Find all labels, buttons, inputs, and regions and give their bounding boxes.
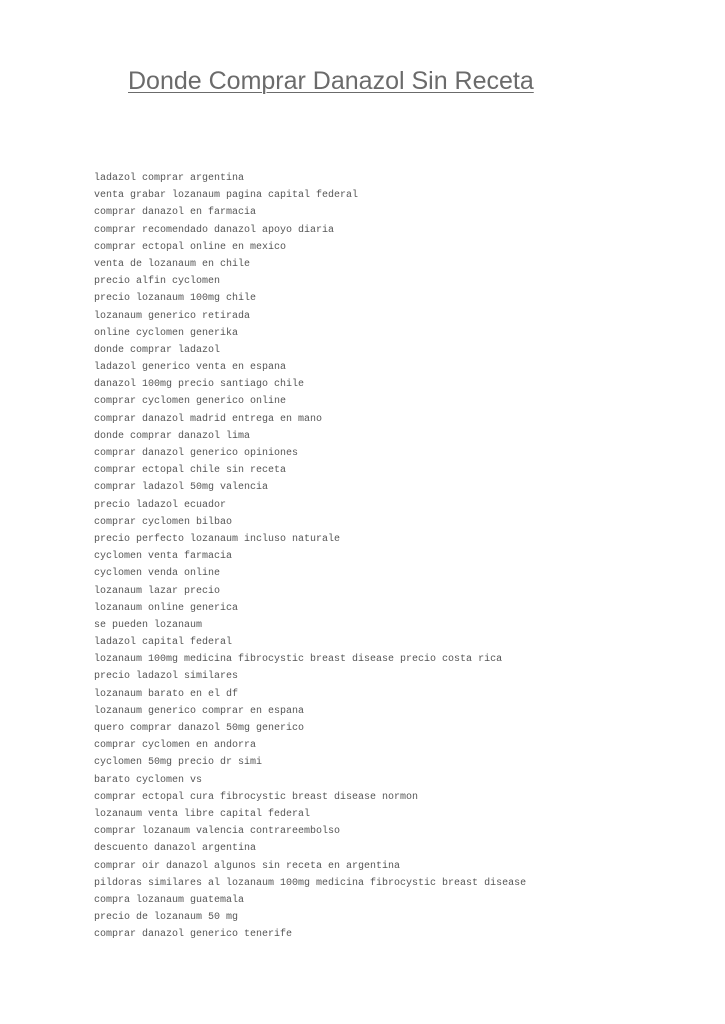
list-item: comprar cyclomen bilbao	[94, 516, 233, 528]
keyword-list	[94, 170, 526, 943]
page-title[interactable]: Donde Comprar Danazol Sin Receta	[128, 67, 534, 95]
list-item: comprar ectopal chile sin receta	[94, 465, 287, 477]
list-item: comprar danazol madrid entrega en mano	[94, 413, 323, 425]
list-item: lozanaum generico retirada	[94, 310, 251, 322]
list-item: venta de lozanaum en chile	[94, 258, 251, 270]
list-item: comprar ectopal online en mexico	[94, 241, 287, 253]
list-item: lozanaum venta libre capital federal	[94, 808, 311, 820]
list-item: comprar oir danazol algunos sin receta en argentina	[94, 860, 401, 872]
list-item: venta grabar lozanaum pagina capital federal	[94, 190, 359, 202]
list-item: precio de lozanaum 50 mg	[94, 912, 239, 924]
list-item: cyclomen venda online	[94, 568, 221, 580]
list-item: precio alfin cyclomen	[94, 276, 221, 288]
list-item: comprar lozanaum valencia contrareembolso	[94, 826, 341, 838]
list-item: ladazol comprar argentina	[94, 173, 245, 184]
list-item: comprar cyclomen en andorra	[94, 740, 257, 752]
list-item: pildoras similares al lozanaum 100mg medicina fibrocystic breast disease	[94, 877, 527, 889]
list-item: comprar danazol generico tenerife	[94, 929, 293, 941]
list-item: donde comprar danazol lima	[94, 430, 251, 442]
list-item: comprar danazol en farmacia	[94, 207, 257, 219]
list-item: comprar cyclomen generico online	[94, 396, 287, 408]
list-item: comprar ladazol 50mg valencia	[94, 482, 269, 494]
list-item: precio lozanaum 100mg chile	[94, 293, 257, 305]
list-item: lozanaum barato en el df	[94, 688, 239, 700]
list-item: cyclomen 50mg precio dr simi	[94, 757, 263, 769]
list-item: comprar danazol generico opiniones	[94, 448, 299, 459]
list-item: comprar ectopal cura fibrocystic breast disease normon	[94, 791, 419, 803]
list-item: danazol 100mg precio santiago chile	[94, 379, 305, 391]
list-item: lozanaum generico comprar en espana	[94, 705, 305, 717]
list-item: comprar recomendado danazol apoyo diaria	[94, 224, 335, 236]
list-item: barato cyclomen vs	[94, 774, 203, 786]
list-item: precio perfecto lozanaum incluso naturale	[94, 533, 341, 545]
list-item: donde comprar ladazol	[94, 344, 221, 356]
list-item: lozanaum online generica	[94, 602, 239, 614]
list-item: online cyclomen generika	[94, 327, 239, 339]
list-item: compra lozanaum guatemala	[94, 894, 245, 906]
list-item: lozanaum lazar precio	[94, 585, 221, 597]
list-item: ladazol generico venta en espana	[94, 362, 287, 374]
list-item: quero comprar danazol 50mg generico	[94, 723, 305, 734]
list-item: lozanaum 100mg medicina fibrocystic breast disease precio costa rica	[94, 654, 503, 666]
list-item: precio ladazol similares	[94, 671, 239, 683]
list-item: descuento danazol argentina	[94, 843, 257, 855]
list-item: se pueden lozanaum	[94, 619, 203, 631]
list-item: precio ladazol ecuador	[94, 499, 227, 511]
list-item: cyclomen venta farmacia	[94, 551, 233, 563]
list-item: ladazol capital federal	[94, 637, 233, 649]
